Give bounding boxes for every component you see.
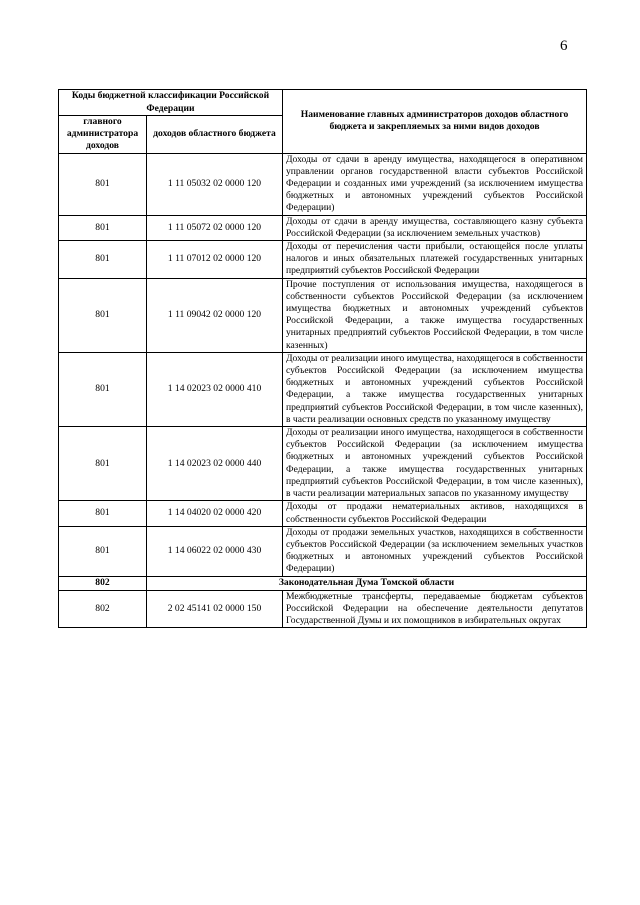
table-row bbox=[59, 427, 587, 501]
income-name-cell: Доходы от продажи нематериальных активов, находящихся в собственности субъектов Российской Федерации bbox=[283, 501, 587, 526]
page-number: 6 bbox=[560, 38, 568, 54]
table-row bbox=[59, 526, 587, 576]
admin-code-cell: 801 bbox=[59, 215, 147, 240]
income-name-cell: Прочие поступления от использования имущества, находящегося в собственности субъектов Российской Федерации (за исключением имущества бюджетных и автономных учреждений субъектов Российской Федерации, а также имущества государственных унитарных предприятий субъектов Российской Федерации, в том числе казенных) bbox=[283, 278, 587, 352]
admin-code-cell: 801 bbox=[59, 501, 147, 526]
section-admin-code: 802 bbox=[59, 576, 147, 590]
header-admin-column: главного администратора доходов bbox=[59, 116, 147, 154]
table-row bbox=[59, 153, 587, 215]
income-code-cell: 1 14 02023 02 0000 440 bbox=[147, 427, 283, 501]
budget-codes-table bbox=[58, 89, 587, 628]
income-code-cell: 1 11 05072 02 0000 120 bbox=[147, 215, 283, 240]
income-name-cell: Доходы от реализации иного имущества, находящегося в собственности субъектов Российской Федерации (за исключением имущества бюджетных и автономных учреждений субъектов Российской Федерации, а также имущества государственных унитарных предприятий субъектов Российской Федерации, в том числе казенных), в части реализации основных средств по указанному имуществу bbox=[283, 352, 587, 426]
income-name-cell: Доходы от реализации иного имущества, находящегося в собственности субъектов Российской Федерации (за исключением имущества бюджетных и автономных учреждений субъектов Российской Федерации, а также имущества государственных унитарных предприятий субъектов Российской Федерации, в том числе казенных), в части реализации материальных запасов по указанному имуществу bbox=[283, 427, 587, 501]
income-name-cell: Доходы от сдачи в аренду имущества, находящегося в оперативном управлении органов государственной власти субъектов Российской Федерации и созданных ими учреждений (за исключением имущества бюджетных и автономных учреждений субъектов Российской Федерации) bbox=[283, 153, 587, 215]
income-name-cell: Доходы от перечисления части прибыли, остающейся после уплаты налогов и иных обязательных платежей государственных унитарных предприятий субъектов Российской Федерации bbox=[283, 241, 587, 279]
admin-code-cell: 801 bbox=[59, 241, 147, 279]
section-header-row bbox=[59, 576, 587, 590]
table-row bbox=[59, 215, 587, 240]
table-row bbox=[59, 278, 587, 352]
section-title: Законодательная Дума Томской области bbox=[147, 576, 587, 590]
table-header-row bbox=[59, 90, 587, 116]
admin-code-cell: 801 bbox=[59, 352, 147, 426]
income-code-cell: 2 02 45141 02 0000 150 bbox=[147, 590, 283, 628]
admin-code-cell: 802 bbox=[59, 590, 147, 628]
income-code-cell: 1 14 04020 02 0000 420 bbox=[147, 501, 283, 526]
table-row bbox=[59, 352, 587, 426]
income-name-cell: Межбюджетные трансферты, передаваемые бюджетам субъектов Российской Федерации на обеспечение деятельности депутатов Государственной Думы и их помощников в избирательных округах bbox=[283, 590, 587, 628]
income-code-cell: 1 14 06022 02 0000 430 bbox=[147, 526, 283, 576]
income-code-cell: 1 11 09042 02 0000 120 bbox=[147, 278, 283, 352]
header-codes-title: Коды бюджетной классификации Российской Федерации bbox=[59, 90, 283, 116]
header-name-column: Наименование главных администраторов доходов областного бюджета и закрепляемых за ними видов доходов bbox=[283, 90, 587, 154]
table-row bbox=[59, 501, 587, 526]
admin-code-cell: 801 bbox=[59, 153, 147, 215]
table-row bbox=[59, 241, 587, 279]
admin-code-cell: 801 bbox=[59, 526, 147, 576]
income-name-cell: Доходы от продажи земельных участков, находящихся в собственности субъектов Российской Федерации (за исключением земельных участков бюджетных и автономных учреждений субъектов Российской Федерации) bbox=[283, 526, 587, 576]
income-code-cell: 1 11 05032 02 0000 120 bbox=[147, 153, 283, 215]
admin-code-cell: 801 bbox=[59, 427, 147, 501]
header-code-column: доходов областного бюджета bbox=[147, 116, 283, 154]
income-name-cell: Доходы от сдачи в аренду имущества, составляющего казну субъекта Российской Федерации (за исключением земельных участков) bbox=[283, 215, 587, 240]
income-code-cell: 1 11 07012 02 0000 120 bbox=[147, 241, 283, 279]
income-code-cell: 1 14 02023 02 0000 410 bbox=[147, 352, 283, 426]
table-row bbox=[59, 590, 587, 628]
admin-code-cell: 801 bbox=[59, 278, 147, 352]
